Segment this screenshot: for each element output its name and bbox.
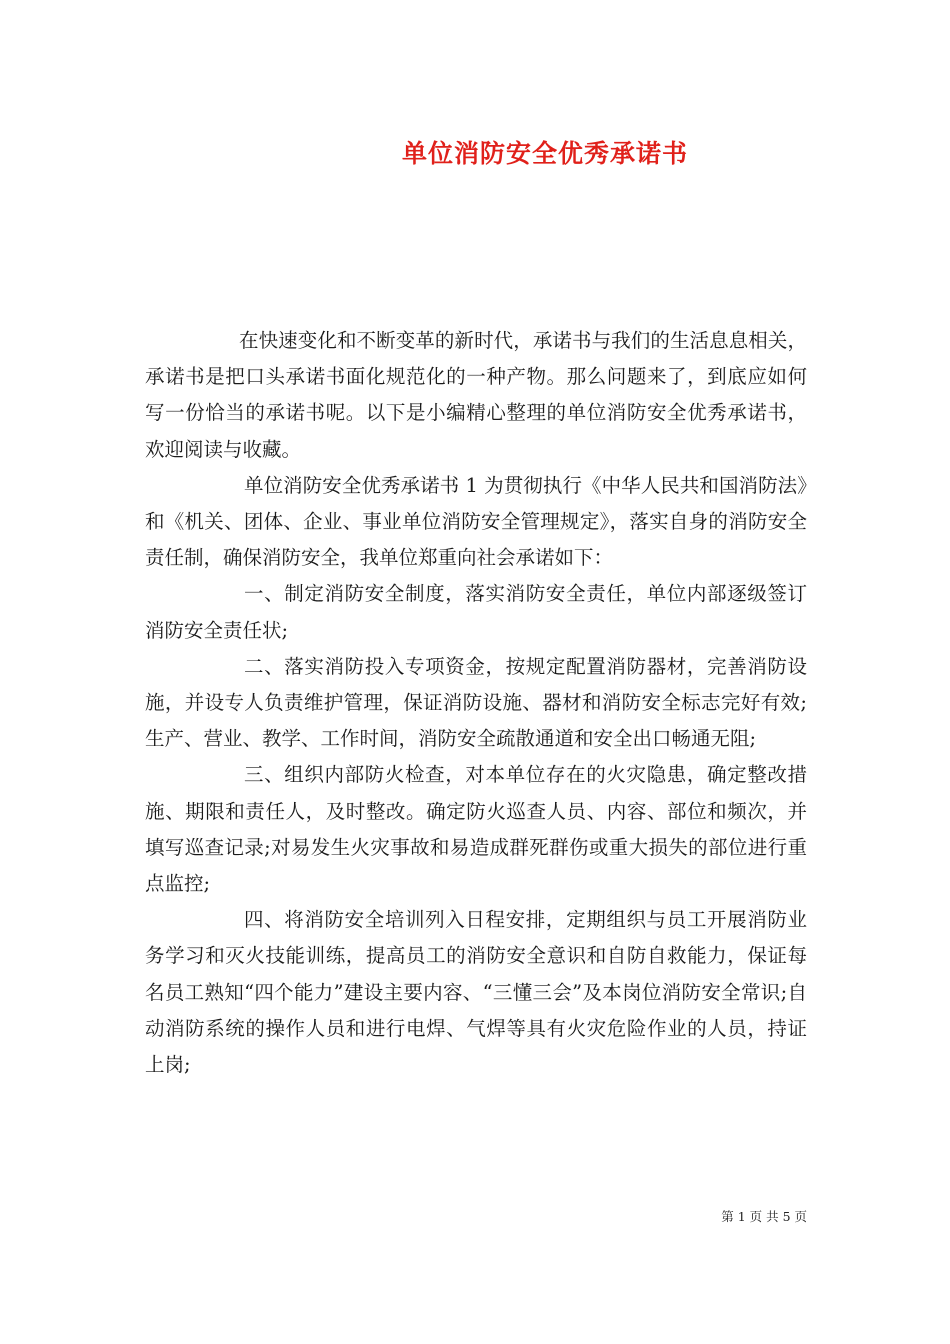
page-title: 单位消防安全优秀承诺书: [401, 139, 688, 168]
document-body: [145, 323, 807, 1083]
commitment-item-2: 二、落实消防投入专项资金，按规定配置消防器材，完善消防设施，并设专人负责维护管理，保证消防设施、器材和消防安全标志完好有效;生产、营业、教学、工作时间，消防安全疏散通道和安全出口畅通无阻;: [145, 654, 807, 751]
page-footer: 第 1 页 共 5 页: [721, 1209, 807, 1224]
intro-paragraph: 在快速变化和不断变革的新时代，承诺书与我们的生活息息相关，承诺书是把口头承诺书面化规范化的一种产物。那么问题来了，到底应如何写一份恰当的承诺书呢。以下是小编精心整理的单位消防安全优秀承诺书，欢迎阅读与收藏。: [145, 329, 807, 461]
commitment-item-3: 三、组织内部防火检查，对本单位存在的火灾隐患，确定整改措施、期限和责任人，及时整改。确定防火巡查人员、内容、部位和频次，并填写巡查记录;对易发生火灾事故和易造成群死群伤或重大损失的部位进行重点监控;: [145, 763, 807, 896]
opening-paragraph: 单位消防安全优秀承诺书 1 为贯彻执行《中华人民共和国消防法》和《机关、团体、企业、事业单位消防安全管理规定》，落实自身的消防安全责任制，确保消防安全，我单位郑重向社会承诺如下：: [145, 473, 807, 570]
commitment-item-1: 一、制定消防安全制度，落实消防安全责任，单位内部逐级签订消防安全责任状;: [145, 582, 807, 642]
commitment-item-4: 四、将消防安全培训列入日程安排，定期组织与员工开展消防业务学习和灭火技能训练，提高员工的消防安全意识和自防自救能力，保证每名员工熟知“四个能力”建设主要内容、“三懂三会”及本岗位消防安全常识;自动消防系统的操作人员和进行电焊、气焊等具有火灾危险作业的人员，持证上岗;: [145, 908, 807, 1077]
